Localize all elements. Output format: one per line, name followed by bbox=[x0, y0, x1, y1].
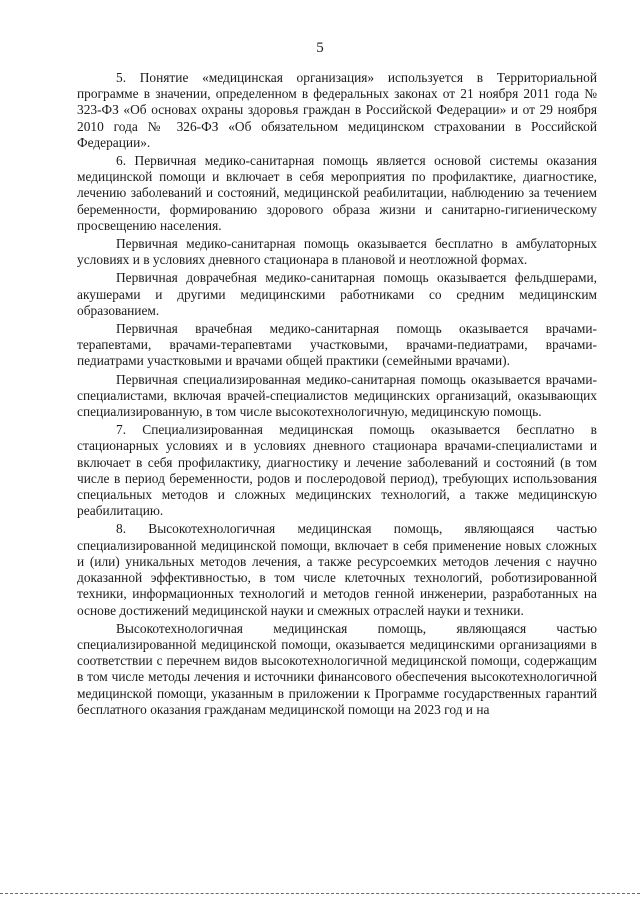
paragraph-5-medical-organization: 5. Понятие «медицинская организация» используется в Территориальной программе в значении, определенном в федеральных законах от 21 ноября 2011 года № 323-ФЗ «Об основах охраны здоровья граждан в Российской Федерации» и от 29 ноября 2010 года № 326-ФЗ «Об обязательном медицинском страховании в Российской Федерации». bbox=[77, 70, 597, 150]
document-body bbox=[77, 70, 597, 720]
page-number: 5 bbox=[316, 40, 324, 56]
paragraph-6-primary-care: 6. Первичная медико-санитарная помощь является основой системы оказания медицинской помощи и включает в себя мероприятия по профилактике, диагностике, лечению заболеваний и состояний, медицинской реабилитации, наблюдению за течением беременности, формированию здорового образа жизни и санитарно-гигиеническому просвещению населения. bbox=[77, 153, 597, 233]
page-bottom-divider bbox=[0, 893, 640, 894]
paragraph-primary-care-conditions: Первичная медико-санитарная помощь оказывается бесплатно в амбулаторных условиях и в условиях дневного стационара в плановой и неотложной формах. bbox=[77, 236, 597, 268]
paragraph-8-high-tech-care: 8. Высокотехнологичная медицинская помощь, являющаяся частью специализированной медицинской помощи, включает в себя применение новых сложных и (или) уникальных методов лечения, а также ресурсоемких методов лечения с научно доказанной эффективностью, в том числе клеточных технологий, роботизированной техники, информационных технологий и методов генной инженерии, разработанных на основе достижений медицинской науки и смежных отраслей науки и техники. bbox=[77, 521, 597, 618]
paragraph-7-specialized-care: 7. Специализированная медицинская помощь оказывается бесплатно в стационарных условиях и в условиях дневного стационара врачами-специалистами и включает в себя профилактику, диагностику и лечение заболеваний и состояний (в том числе в период беременности, родов и послеродовой период), требующих использования специальных методов и сложных медицинских технологий, а также медицинскую реабилитацию. bbox=[77, 422, 597, 519]
paragraph-specialized-primary-care: Первичная специализированная медико-санитарная помощь оказывается врачами-специалистами, включая врачей-специалистов медицинских организаций, оказывающих специализированную, в том числе высокотехнологичную, медицинскую помощь. bbox=[77, 371, 597, 420]
paragraph-high-tech-care-provision: Высокотехнологичная медицинская помощь, являющаяся частью специализированной медицинской помощи, оказывается медицинскими организациями в соответствии с перечнем видов высокотехнологичной медицинской помощи, содержащим в том числе методы лечения и источники финансового обеспечения высокотехнологичной медицинской помощи, указанным в приложении к Программе государственных гарантий бесплатного оказания гражданам медицинской помощи на 2023 год и на bbox=[77, 620, 597, 717]
paragraph-physician-care: Первичная врачебная медико-санитарная помощь оказывается врачами-терапевтами, врачами-терапевтами участковыми, врачами-педиатрами, врачами-педиатрами участковыми и врачами общей практики (семейными врачами). bbox=[77, 321, 597, 369]
paragraph-pre-physician-care: Первичная доврачебная медико-санитарная помощь оказывается фельдшерами, акушерами и другими медицинскими работниками со средним медицинским образованием. bbox=[77, 270, 597, 318]
